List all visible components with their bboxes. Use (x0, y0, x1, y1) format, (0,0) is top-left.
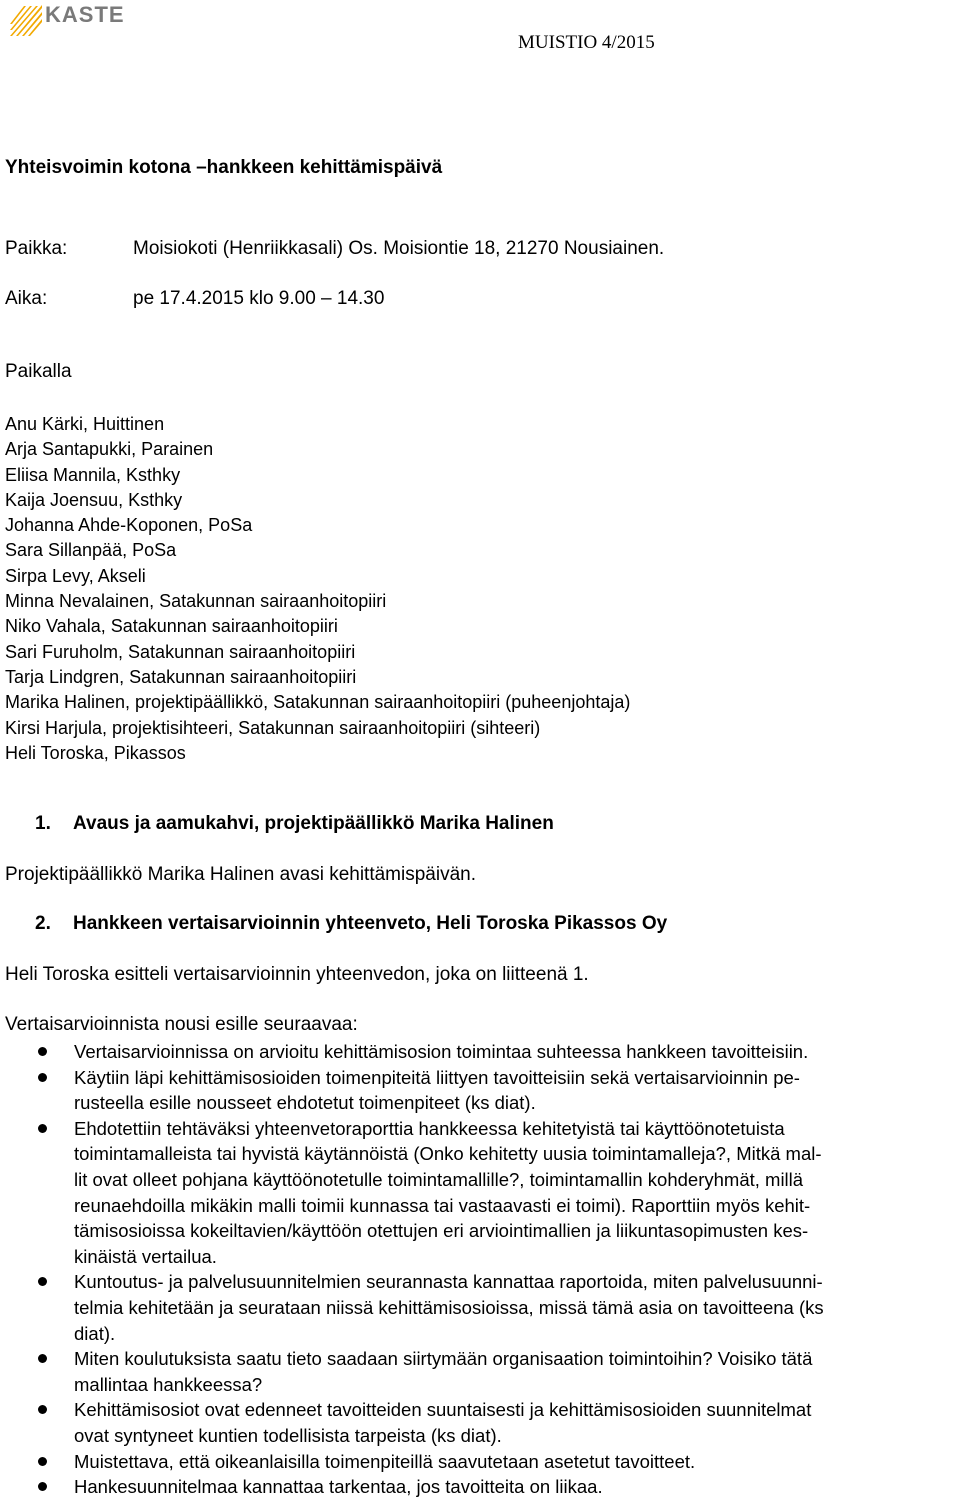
time-label: Aika: (5, 288, 48, 309)
bullet-icon (38, 1482, 47, 1491)
line: ovat syntyneet kuntien todellisista tarpeista (ks diat). (74, 1424, 502, 1446)
attendee: Anu Kärki, Huittinen (5, 414, 165, 434)
line: Käytiin läpi kehittämisosioiden toimenpiteitä liittyen tavoitteisiin sekä vertaisarvioinnin pe- (74, 1066, 800, 1088)
line: Hankesuunnitelmaa kannattaa tarkentaa, jos tavoitteita on liikaa. (74, 1476, 603, 1498)
item-1-text: Projektipäällikkö Marika Halinen avasi kehittämispäivän. (5, 864, 476, 885)
bullet-icon (38, 1073, 47, 1082)
attendee: Sirpa Levy, Akseli (5, 565, 146, 586)
line: Ehdotettiin tehtäväksi yhteenvetoraporttia hankkeessa kehitetyistä tai käyttöönotetuista (74, 1117, 785, 1139)
bullet-icon (38, 1047, 47, 1056)
bullet-icon (38, 1124, 47, 1133)
place-value: Moisiokoti (Henriikkasali) Os. Moisiontie 18, 21270 Nousiainen. (133, 238, 665, 259)
line: mallintaa hankkeessa? (74, 1373, 263, 1395)
attendee: Tarja Lindgren, Satakunnan sairaanhoitopiiri (5, 666, 357, 687)
list-item (0, 1449, 960, 1475)
line: rusteella esille nousseet ehdotetut toimenpiteet (ks diat). (74, 1092, 536, 1114)
list-item (0, 1116, 960, 1270)
bullet-icon (38, 1457, 47, 1466)
item-2-number: 2. (35, 913, 51, 934)
list-item (0, 1346, 960, 1397)
line: Kuntoutus- ja palvelusuunnitelmien seurannasta kannattaa raportoida, miten palvelusuunni- (74, 1271, 823, 1293)
attendee: Niko Vahala, Satakunnan sairaanhoitopiiri (5, 616, 338, 637)
attendee: Kirsi Harjula, projektisihteeri, Satakunnan sairaanhoitopiiri (sihteeri) (5, 717, 541, 738)
item-1-heading (35, 813, 554, 835)
list-item (0, 1474, 960, 1500)
attendee: Marika Halinen, projektipäällikkö, Satakunnan sairaanhoitopiiri (puheenjohtaja) (5, 692, 631, 713)
list-item (0, 1065, 960, 1116)
document-id: MUISTIO 4/2015 (518, 32, 655, 53)
line: kinäistä vertailua. (74, 1245, 217, 1267)
item-1-number: 1. (35, 813, 51, 834)
line: telmia kehitetään ja seurataan niissä kehittämisosioissa, missä tämä asia on tavoitteena (ks (74, 1296, 824, 1318)
page-title: Yhteisvoimin kotona –hankkeen kehittämispäivä (5, 157, 443, 178)
attendee: Arja Santapukki, Parainen (5, 439, 214, 460)
bullet-icon (38, 1277, 47, 1286)
place-label: Paikka: (5, 238, 68, 259)
findings-list (0, 1039, 960, 1500)
logo-text: KASTE (45, 2, 125, 27)
line: tämisosioissa kokeiltavien/käyttöön otettujen eri arviointimallien ja liikuntasopimusten kes- (74, 1220, 809, 1242)
attendees-list (5, 412, 630, 766)
list-item (0, 1039, 960, 1065)
list-item (0, 1397, 960, 1448)
line: Muistettava, että oikeanlaisilla toimenpiteillä saavutetaan asetetut tavoitteet. (74, 1450, 696, 1472)
attendee: Sari Furuholm, Satakunnan sairaanhoitopiiri (5, 641, 356, 662)
attendees-heading: Paikalla (5, 361, 72, 382)
attendee: Johanna Ahde-Koponen, PoSa (5, 515, 253, 536)
attendee: Sara Sillanpää, PoSa (5, 540, 177, 561)
list-item (0, 1269, 960, 1346)
line: lit ovat olleet pohjana käyttöönotetulle toimintamallille?, toimintamallin kohderyhmät, millä (74, 1168, 804, 1190)
attendee: Kaija Joensuu, Ksthky (5, 489, 183, 510)
bullet-icon (38, 1354, 47, 1363)
bullet-icon (38, 1405, 47, 1414)
item-1-title: Avaus ja aamukahvi, projektipäällikkö Marika Halinen (73, 813, 554, 834)
item-2-text: Heli Toroska esitteli vertaisarvioinnin yhteenvedon, joka on liitteenä 1. (5, 964, 589, 985)
attendee: Heli Toroska, Pikassos (5, 742, 186, 763)
item-2-intro: Vertaisarvioinnista nousi esille seuraavaa: (5, 1014, 358, 1035)
line: toimintamalleista tai hyvistä käytännöistä (Onko kehitetty uusia toimintamalleja?, Mitkä mal- (74, 1143, 822, 1165)
line: Vertaisarvioinnissa on arvioitu kehittämisosion toimintaa suhteessa hankkeen tavoitteisiin. (74, 1041, 809, 1062)
attendee: Eliisa Mannila, Ksthky (5, 464, 181, 485)
line: Kehittämisosiot ovat edenneet tavoitteiden suuntaisesti ja kehittämisosioiden suunnitelmat (74, 1399, 812, 1421)
line: reunaehdoilla mikäkin malli toimii kunnassa tai vastaavasti ei toimi). Raporttiin myös kehit- (74, 1194, 811, 1216)
line: Miten koulutuksista saatu tieto saadaan siirtymään organisaation toimintoihin? Voisiko tätä (74, 1348, 813, 1370)
line: diat). (74, 1322, 116, 1344)
item-2-title: Hankkeen vertaisarvioinnin yhteenveto, Heli Toroska Pikassos Oy (73, 913, 668, 934)
attendee: Minna Nevalainen, Satakunnan sairaanhoitopiiri (5, 591, 387, 612)
time-value: pe 17.4.2015 klo 9.00 – 14.30 (133, 288, 385, 309)
item-2-heading (35, 913, 667, 935)
